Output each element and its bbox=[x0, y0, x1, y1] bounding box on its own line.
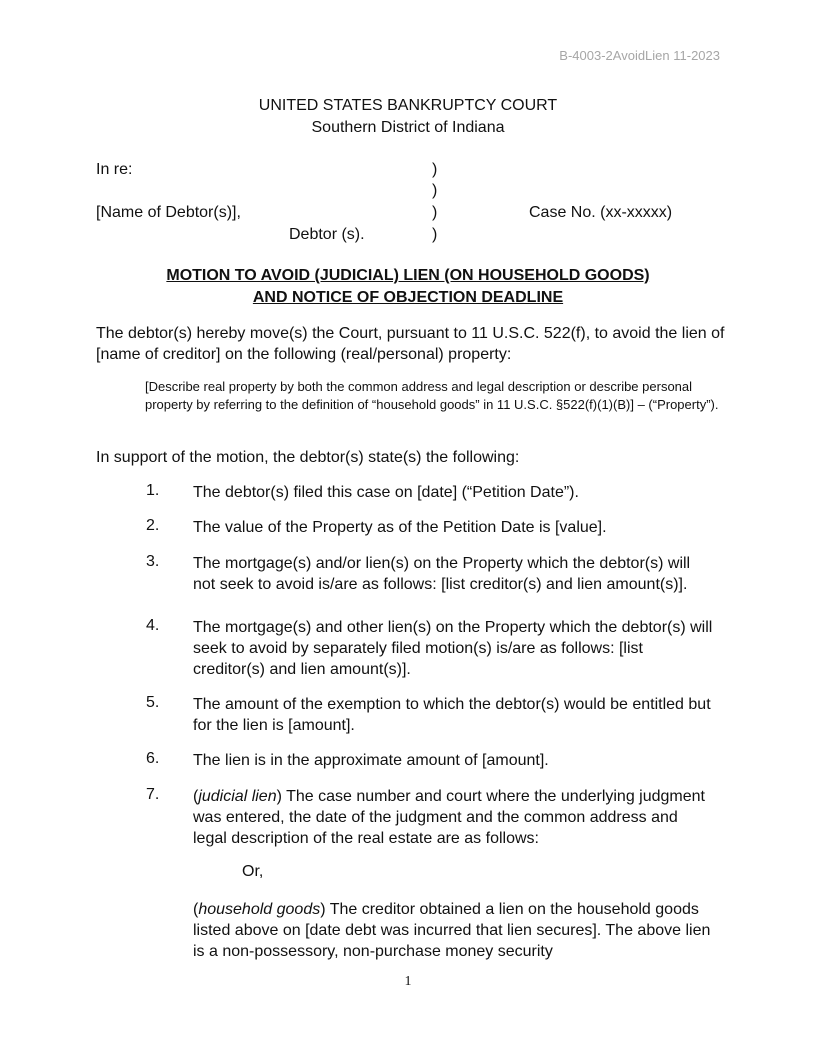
paren-open: ( bbox=[193, 901, 199, 918]
item-text-2: The value of the Property as of the Petition Date is [value]. bbox=[193, 519, 607, 536]
intro-paragraph: The debtor(s) hereby move(s) the Court, pursuant to 11 U.S.C. 522(f), to avoid the lien of [name of creditor] on the following (real/personal) property: bbox=[96, 325, 725, 363]
judicial-lien-label: judicial lien bbox=[198, 788, 277, 805]
item-text-4: The mortgage(s) and other lien(s) on the Property which the debtor(s) will seek to avoid by separately filed motion(s) is/are as follows: [list creditor(s) and lien amount(s)]. bbox=[193, 619, 713, 678]
item-number-1: 1. bbox=[146, 482, 160, 499]
household-goods-label: household goods bbox=[198, 901, 321, 918]
court-district: Southern District of Indiana bbox=[311, 119, 505, 136]
caption-paren-3: ) bbox=[432, 204, 438, 221]
item-text-1: The debtor(s) filed this case on [date] (“Petition Date”). bbox=[193, 484, 579, 501]
item-number-5: 5. bbox=[146, 694, 160, 711]
caption-debtor-name: [Name of Debtor(s)], bbox=[96, 204, 241, 221]
item-number-7: 7. bbox=[146, 786, 160, 803]
item-text-5: The amount of the exemption to which the debtor(s) would be entitled but for the lien is [amount]. bbox=[193, 696, 711, 734]
form-id: B-4003-2AvoidLien 11-2023 bbox=[559, 48, 720, 63]
household-goods-body: The creditor obtained a lien on the household goods listed above on [date debt was incurred that lien secures]. The above lien is a non-possessory, non-purchase money security bbox=[193, 901, 711, 960]
or-separator: Or, bbox=[242, 863, 264, 880]
item-text-6: The lien is in the approximate amount of [amount]. bbox=[193, 752, 549, 769]
household-goods-paragraph bbox=[193, 899, 713, 962]
motion-title-line-1: MOTION TO AVOID (JUDICIAL) LIEN (ON HOUSEHOLD GOODS) bbox=[166, 267, 650, 284]
paren-close: ) bbox=[320, 901, 326, 918]
caption-debtor-role: Debtor (s). bbox=[289, 226, 365, 243]
motion-title-line-2: AND NOTICE OF OBJECTION DEADLINE bbox=[252, 289, 564, 306]
page-number: 1 bbox=[404, 974, 412, 989]
item-number-2: 2. bbox=[146, 517, 160, 534]
item-number-6: 6. bbox=[146, 750, 160, 767]
item-text-3: The mortgage(s) and/or lien(s) on the Property which the debtor(s) will not seek to avoid is/are as follows: [list creditor(s) and lien amount(s)]. bbox=[193, 555, 691, 593]
item-number-4: 4. bbox=[146, 617, 160, 634]
case-number: Case No. (xx-xxxxx) bbox=[529, 204, 673, 221]
item-number-3: 3. bbox=[146, 553, 160, 570]
caption-in-re: In re: bbox=[96, 161, 133, 178]
caption-paren-1: ) bbox=[432, 161, 438, 178]
property-description: [Describe real property by both the common address and legal description or describe personal property by referring to the definition of “household goods” in 11 U.S.C. §522(f)(1)(B)] – (“Property”). bbox=[145, 379, 719, 412]
caption-paren-4: ) bbox=[432, 226, 438, 243]
support-intro: In support of the motion, the debtor(s) state(s) the following: bbox=[96, 449, 520, 466]
paren-open: ( bbox=[193, 788, 199, 805]
court-name: UNITED STATES BANKRUPTCY COURT bbox=[258, 97, 558, 114]
item-text-7 bbox=[193, 786, 713, 849]
paren-close: ) bbox=[276, 788, 282, 805]
caption-paren-2: ) bbox=[432, 182, 438, 199]
item-7-body: The case number and court where the underlying judgment was entered, the date of the judgment and the common address and legal description of the real estate are as follows: bbox=[193, 788, 705, 847]
